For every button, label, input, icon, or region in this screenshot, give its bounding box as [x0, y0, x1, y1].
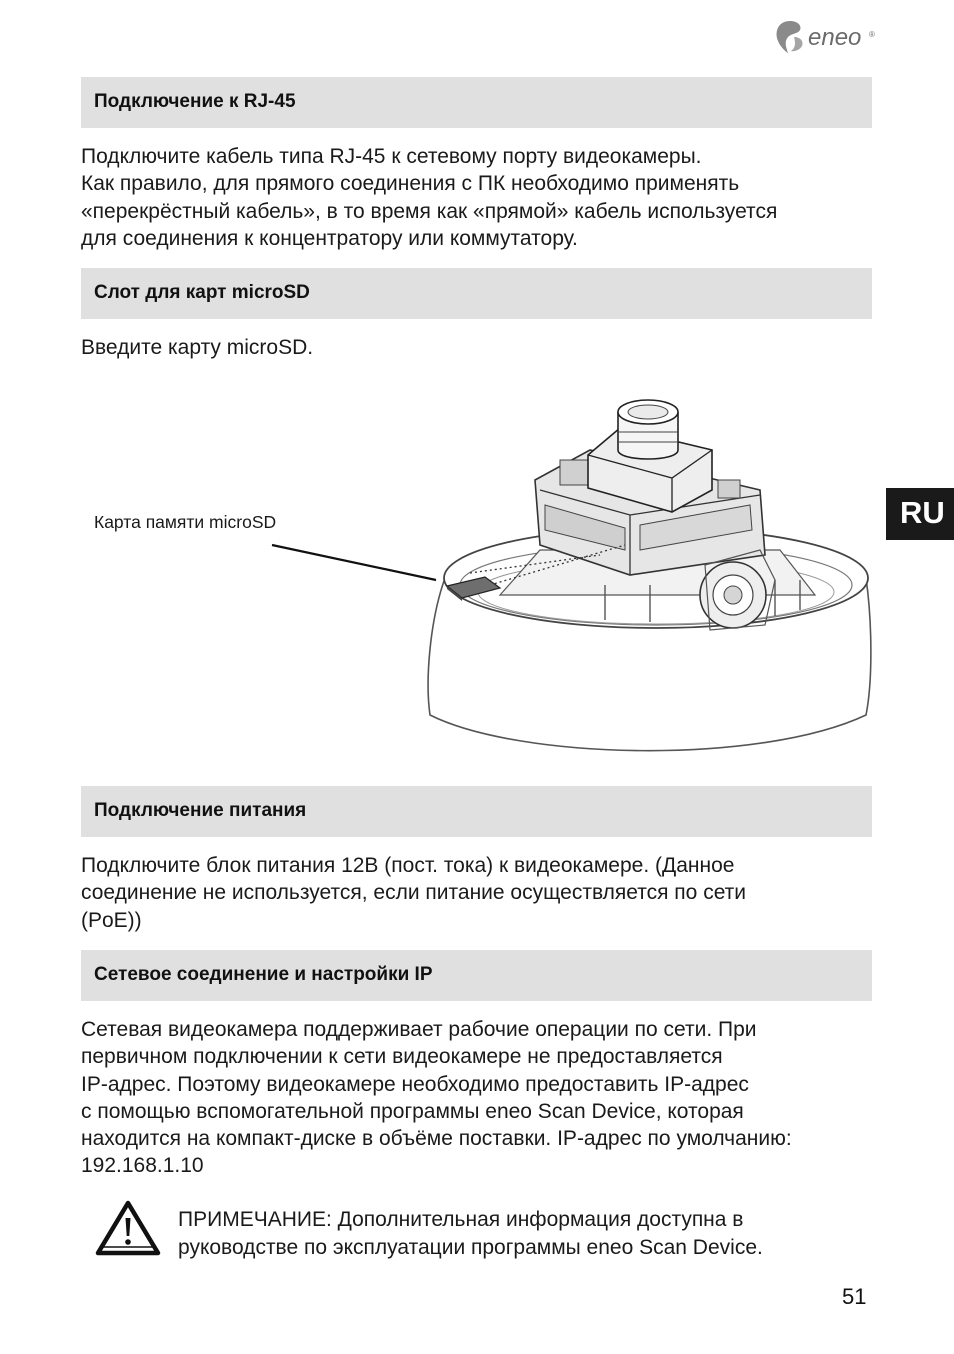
note-line: ПРИМЕЧАНИЕ: Дополнительная информация доступна в	[178, 1208, 744, 1231]
paragraph-line: для соединения к концентратору или коммутатору.	[81, 226, 578, 250]
section-heading-microsd	[81, 268, 872, 319]
paragraph-power	[81, 852, 881, 934]
eneo-logo-mark-icon	[774, 20, 806, 54]
paragraph-line: Подключите кабель типа RJ-45 к сетевому порту видеокамеры.	[81, 145, 702, 168]
paragraph-line: (PoE))	[81, 908, 142, 932]
paragraph-line: находится на компакт-диске в объёме поставки. IP-адрес по умолчанию:	[81, 1127, 792, 1151]
camera-dome-illustration	[0, 380, 954, 780]
paragraph-line: IP-адрес. Поэтому видеокамере необходимо предоставить IP-адрес	[81, 1072, 749, 1096]
paragraph-line: Подключите блок питания 12В (пост. тока) к видеокамере. (Данное	[81, 854, 735, 877]
section-heading-power	[81, 786, 872, 837]
section-heading-text: Подключение питания	[94, 800, 307, 821]
section-heading-text: Подключение к RJ-45	[94, 91, 296, 112]
paragraph-line: с помощью вспомогательной программы eneo Scan Device, которая	[81, 1099, 744, 1123]
paragraph-line: 192.168.1.10	[81, 1154, 204, 1178]
section-heading-text: Сетевое соединение и настройки IP	[94, 964, 433, 985]
note-text	[178, 1206, 763, 1262]
section-heading-network	[81, 950, 872, 1001]
microsd-callout-label: Карта памяти microSD	[94, 512, 277, 532]
paragraph-line: Сетевая видеокамера поддерживает рабочие операции по сети. При	[81, 1018, 757, 1041]
eneo-logo	[774, 18, 874, 58]
callout-line	[272, 545, 436, 580]
note-line: руководстве по эксплуатации программы eneo Scan Device.	[178, 1236, 763, 1259]
paragraph-line: Введите карту microSD.	[81, 336, 314, 359]
paragraph-line: «перекрёстный кабель», в то время как «прямой» кабель используется	[81, 199, 778, 223]
warning-icon	[95, 1200, 161, 1256]
logo-trademark: ®	[869, 30, 875, 39]
paragraph-microsd	[81, 334, 881, 361]
section-heading-rj45	[81, 77, 872, 128]
language-tab-label: RU	[900, 495, 945, 530]
page-number: 51	[842, 1284, 867, 1309]
logo-text: eneo	[808, 24, 862, 51]
paragraph-rj45	[81, 143, 881, 252]
paragraph-line: первичном подключении к сети видеокамере не предоставляется	[81, 1045, 723, 1069]
paragraph-line: соединение не используется, если питание осуществляется по сети	[81, 881, 747, 905]
paragraph-line: Как правило, для прямого соединения с ПК необходимо применять	[81, 172, 740, 196]
section-heading-text: Слот для карт microSD	[94, 282, 310, 303]
paragraph-network	[81, 1016, 881, 1180]
